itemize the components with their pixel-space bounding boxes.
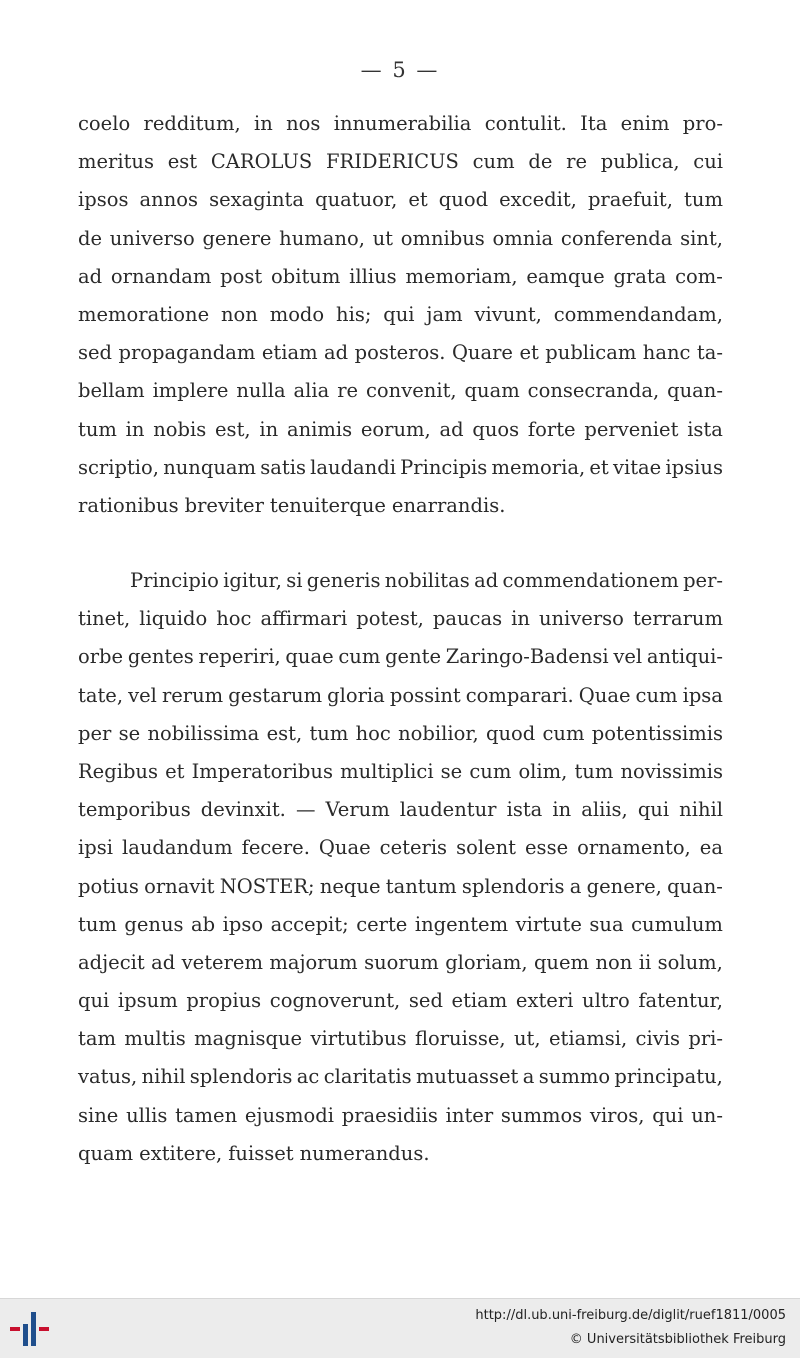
text-line: de universo genere humano, ut omnibus omnia conferenda sint,	[78, 226, 723, 250]
text-line: orbe gentes reperiri, quae cum gente Zaringo-Badensi vel antiqui-	[78, 645, 723, 669]
paragraph-1	[78, 105, 723, 525]
text-line: rationibus breviter tenuiterque enarrandis.	[78, 493, 506, 517]
text-line: ipsos annos sexaginta quatuor, et quod excedit, praefuit, tum	[78, 188, 723, 212]
text-line: qui ipsum propius cognoverunt, sed etiam exteri ultro fatentur,	[78, 989, 723, 1013]
text-line: Principio igitur, si generis nobilitas ad commendationem per-	[130, 569, 723, 592]
text-line: memoratione non modo his; qui jam vivunt, commendandam,	[78, 302, 723, 326]
text-line: ipsi laudandum fecere. Quae ceteris solent esse ornamento, ea	[78, 836, 723, 860]
text-line: coelo redditum, in nos innumerabilia contulit. Ita enim pro-	[78, 112, 723, 135]
text-line: ad ornandam post obitum illius memoriam, eamque grata com-	[78, 264, 723, 288]
text-line: meritus est CAROLUS FRIDERICUS cum de re publica, cui	[78, 150, 723, 174]
text-line: adjecit ad veterem majorum suorum gloriam, quem non ii solum,	[78, 950, 723, 974]
text-line: tum genus ab ipso accepit; certe ingentem virtute sua cumulum	[78, 912, 723, 936]
text-line: sine ullis tamen ejusmodi praesidiis inter summos viros, qui un-	[78, 1103, 723, 1127]
footer-permalink[interactable]: http://dl.ub.uni-freiburg.de/diglit/ruef1811/0005	[475, 1308, 786, 1323]
text-line: tum in nobis est, in animis eorum, ad quos forte perveniet ista	[78, 417, 723, 441]
text-line: tate, vel rerum gestarum gloria possint comparari. Quae cum ipsa	[78, 683, 723, 707]
text-line: vatus, nihil splendoris ac claritatis mutuasset a summo principatu,	[78, 1065, 723, 1089]
text-line: temporibus devinxit. — Verum laudentur ista in aliis, qui nihil	[78, 798, 723, 822]
footer-copyright: © Universitätsbibliothek Freiburg	[569, 1332, 786, 1347]
text-line: per se nobilissima est, tum hoc nobilior, quod cum potentissimis	[78, 721, 723, 745]
text-line: tam multis magnisque virtutibus floruisse, ut, etiamsi, civis pri-	[78, 1027, 723, 1051]
ub-freiburg-logo-icon[interactable]	[10, 1310, 54, 1348]
text-line: tinet, liquido hoc affirmari potest, paucas in universo terrarum	[78, 607, 723, 631]
text-line: quam extitere, fuisset numerandus.	[78, 1141, 430, 1165]
text-line: scriptio, nunquam satis laudandi Principis memoria, et vitae ipsius	[78, 455, 723, 479]
text-line: bellam implere nulla alia re convenit, quam consecranda, quan-	[78, 379, 723, 403]
page-number: — 5 —	[360, 58, 440, 82]
text-line: potius ornavit NOSTER; neque tantum splendoris a genere, quan-	[78, 874, 723, 898]
viewer-footer	[0, 1298, 800, 1358]
paragraph-2	[78, 562, 723, 1173]
text-line: Regibus et Imperatoribus multiplici se cum olim, tum novissimis	[78, 759, 723, 783]
text-line: sed propagandam etiam ad posteros. Quare et publicam hanc ta-	[78, 341, 723, 365]
